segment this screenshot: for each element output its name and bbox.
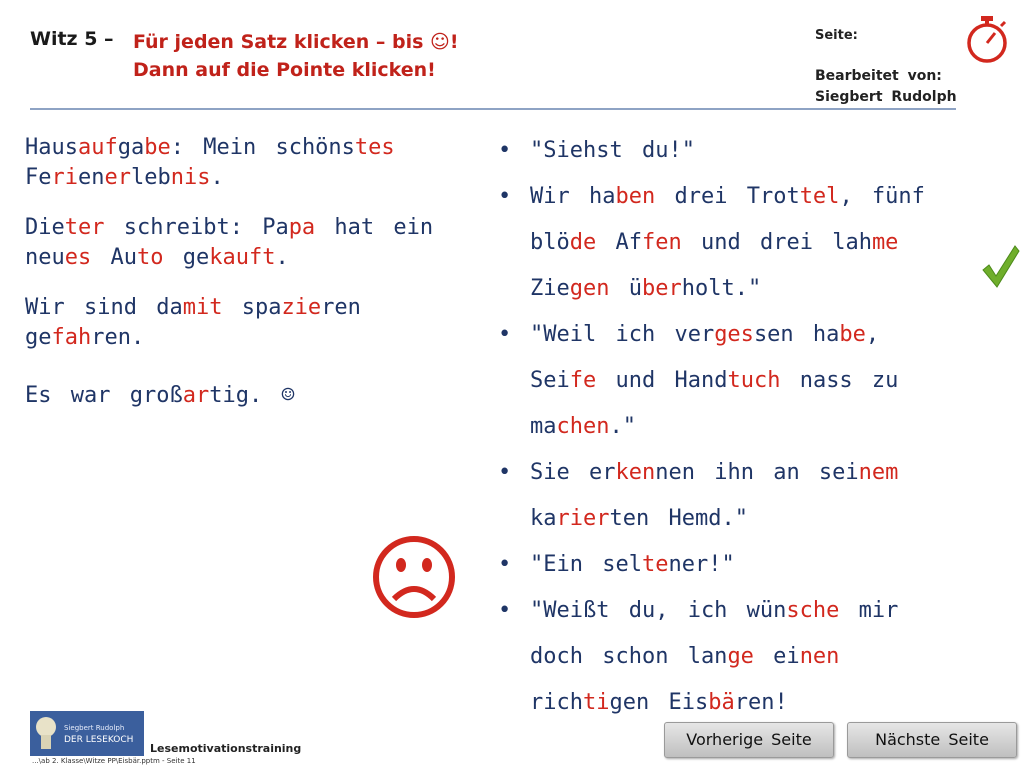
author-name: Siegbert Rudolph [815, 89, 957, 105]
edited-by-label: Bearbeitet von: [815, 68, 942, 84]
stopwatch-icon[interactable] [962, 14, 1012, 64]
lesekoch-logo [30, 711, 144, 756]
svg-text:DER LESEKOCH: DER LESEKOCH [64, 735, 134, 745]
page-label: Seite: [815, 28, 858, 43]
answer-item[interactable]: • "Weil ich vergessen habe, Seife und Handtuch nass zu machen." [498, 312, 928, 450]
instruction-line-1: Für jeden Satz klicken – bis ☺! [133, 31, 459, 53]
answer-item[interactable]: • Wir haben drei Trottel, fünf blöde Affen und drei lahme Ziegen überholt." [498, 174, 928, 312]
story-sentence-1[interactable]: Hausaufgabe: Mein schönstes Ferienerlebnis. [25, 135, 395, 190]
checkmark-icon[interactable] [980, 243, 1020, 291]
program-label: Lesemotivationstraining [150, 742, 302, 755]
bullet-icon: • [498, 322, 512, 347]
bullet-icon: • [498, 598, 512, 623]
instruction-line-2: Dann auf die Pointe klicken! [133, 59, 436, 81]
edited-by [815, 66, 957, 108]
next-page-button[interactable]: Nächste Seite [847, 722, 1017, 758]
bullet-icon: • [498, 138, 512, 163]
bullet-icon: • [498, 460, 512, 485]
instructions [133, 28, 459, 84]
file-path: ...\ab 2. Klasse\Witze PP\Eisbär.pptm - Seite 11 [32, 757, 196, 765]
svg-text:Siegbert Rudolph: Siegbert Rudolph [64, 724, 125, 732]
story-sentence-3[interactable]: Wir sind damit spazieren gefahren. [25, 295, 361, 350]
bullet-icon: • [498, 184, 512, 209]
answer-item[interactable]: • "Weißt du, ich wünsche mir doch schon lange einen richtigen Eisbären! [498, 588, 928, 726]
joke-title: Witz 5 – [30, 28, 114, 50]
answer-item[interactable]: • "Ein seltener!" [498, 542, 928, 588]
answer-item[interactable]: • "Siehst du!" [498, 128, 928, 174]
answer-item[interactable]: • Sie erkennen ihn an seinem karierten Hemd." [498, 450, 928, 542]
header-divider [30, 108, 956, 110]
bullet-icon: • [498, 552, 512, 577]
sad-face-icon[interactable] [370, 533, 458, 621]
answer-list [498, 128, 928, 726]
previous-page-button[interactable]: Vorherige Seite [664, 722, 834, 758]
story-sentence-2[interactable]: Dieter schreibt: Papa hat ein neues Auto gekauft. [25, 215, 434, 270]
story-sentence-4[interactable]: Es war großartig. ☺ [25, 383, 295, 408]
